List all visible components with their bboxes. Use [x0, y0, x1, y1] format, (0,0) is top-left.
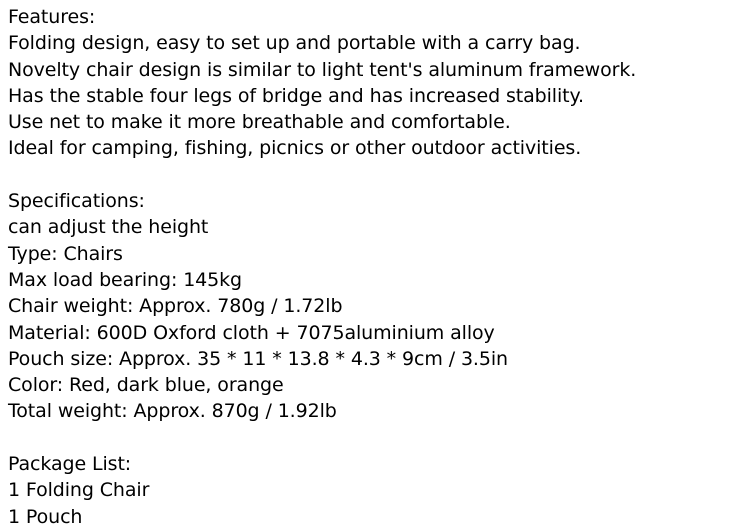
spec-item: can adjust the height: [8, 216, 209, 239]
spec-item: Chair weight: Approx. 780g / 1.72lb: [8, 295, 343, 318]
feature-item: Folding design, easy to set up and portable with a carry bag.: [8, 32, 581, 55]
package-list-section: [8, 451, 748, 530]
spec-item: Type: Chairs: [8, 242, 123, 265]
section-spacer: [8, 162, 748, 188]
feature-item: Use net to make it more breathable and comfortable.: [8, 111, 511, 134]
spec-item: Total weight: Approx. 870g / 1.92lb: [8, 400, 337, 423]
package-item: 1 Pouch: [8, 505, 83, 528]
package-item: 1 Folding Chair: [8, 479, 150, 502]
package-list-heading: Package List:: [8, 453, 132, 476]
feature-item: Has the stable four legs of bridge and has increased stability.: [8, 84, 584, 107]
feature-item: Ideal for camping, fishing, picnics or other outdoor activities.: [8, 137, 582, 160]
spec-item: Material: 600D Oxford cloth + 7075aluminium alloy: [8, 321, 495, 344]
spec-item: Color: Red, dark blue, orange: [8, 374, 284, 397]
features-section: [8, 4, 748, 162]
specifications-heading: Specifications:: [8, 190, 145, 213]
product-description: [8, 4, 748, 530]
spec-item: Max load bearing: 145kg: [8, 268, 243, 291]
feature-item: Novelty chair design is similar to light tent's aluminum framework.: [8, 58, 637, 81]
spec-item: Pouch size: Approx. 35 * 11 * 13.8 * 4.3 * 9cm / 3.5in: [8, 347, 508, 370]
features-heading: Features:: [8, 6, 96, 28]
section-spacer: [8, 425, 748, 451]
specifications-section: [8, 188, 748, 425]
